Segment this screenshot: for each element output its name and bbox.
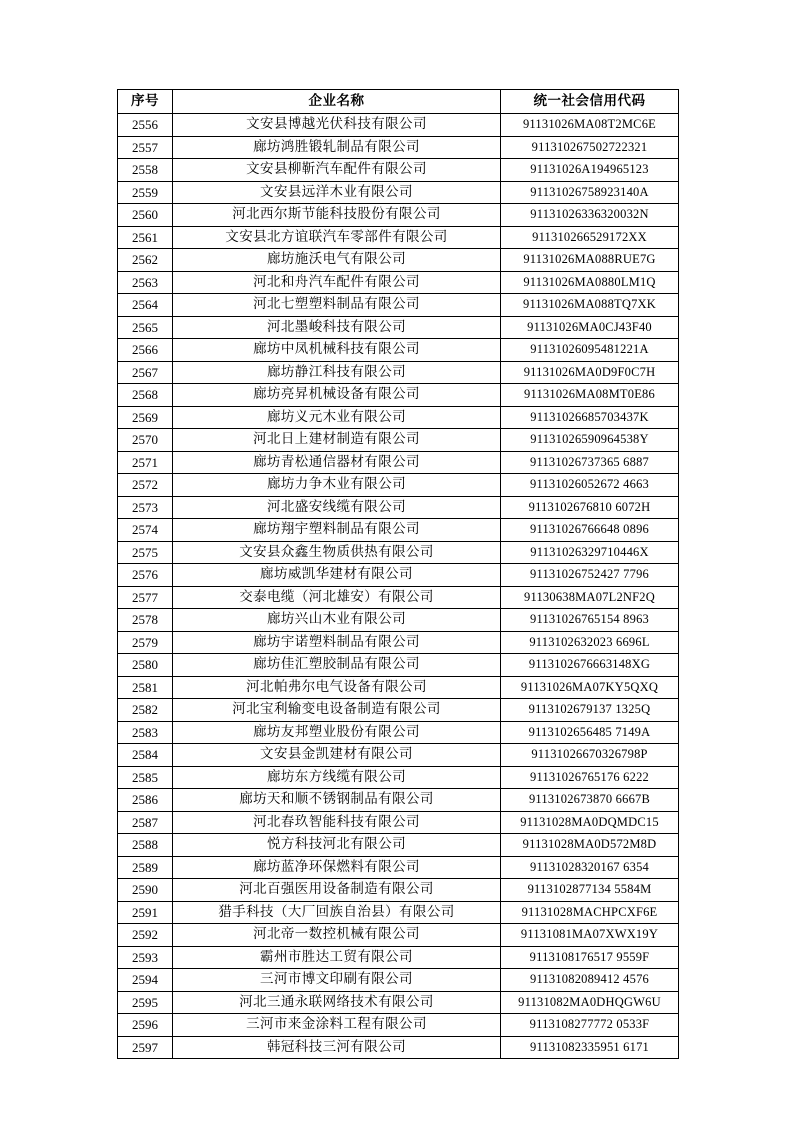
cell-sequence: 2596 xyxy=(118,1014,173,1037)
table-row xyxy=(118,789,679,812)
cell-credit-code: 91131026737365 6887 xyxy=(501,451,679,474)
cell-credit-code: 91131026336320032N xyxy=(501,204,679,227)
table-row xyxy=(118,226,679,249)
cell-credit-code: 9113108277772 0533F xyxy=(501,1014,679,1037)
registry-table-container xyxy=(117,89,678,1059)
cell-credit-code: 9113102673870 6667B xyxy=(501,789,679,812)
cell-company-name: 河北和舟汽车配件有限公司 xyxy=(173,271,501,294)
enterprise-registry-table xyxy=(117,89,679,1059)
cell-sequence: 2574 xyxy=(118,519,173,542)
cell-company-name: 廊坊威凯华建材有限公司 xyxy=(173,564,501,587)
cell-sequence: 2580 xyxy=(118,654,173,677)
cell-company-name: 廊坊亮昇机械设备有限公司 xyxy=(173,384,501,407)
cell-sequence: 2576 xyxy=(118,564,173,587)
cell-sequence: 2560 xyxy=(118,204,173,227)
table-row xyxy=(118,361,679,384)
cell-company-name: 三河市来金涂料工程有限公司 xyxy=(173,1014,501,1037)
cell-sequence: 2597 xyxy=(118,1036,173,1059)
cell-company-name: 河北日上建材制造有限公司 xyxy=(173,429,501,452)
cell-company-name: 廊坊佳汇塑胶制品有限公司 xyxy=(173,654,501,677)
table-row xyxy=(118,474,679,497)
cell-company-name: 河北三通永联网络技术有限公司 xyxy=(173,991,501,1014)
cell-sequence: 2583 xyxy=(118,721,173,744)
column-header-sequence: 序号 xyxy=(118,90,173,114)
cell-sequence: 2559 xyxy=(118,181,173,204)
cell-company-name: 文安县众鑫生物质供热有限公司 xyxy=(173,541,501,564)
table-row xyxy=(118,654,679,677)
cell-sequence: 2564 xyxy=(118,294,173,317)
cell-credit-code: 91131026MA0880LM1Q xyxy=(501,271,679,294)
cell-sequence: 2591 xyxy=(118,901,173,924)
cell-credit-code: 91131026MA08MT0E86 xyxy=(501,384,679,407)
table-row xyxy=(118,609,679,632)
cell-sequence: 2567 xyxy=(118,361,173,384)
table-row xyxy=(118,564,679,587)
cell-company-name: 河北西尔斯节能科技股份有限公司 xyxy=(173,204,501,227)
cell-credit-code: 91131026670326798P xyxy=(501,744,679,767)
table-row xyxy=(118,744,679,767)
cell-company-name: 河北七塑塑料制品有限公司 xyxy=(173,294,501,317)
cell-company-name: 河北盛安线缆有限公司 xyxy=(173,496,501,519)
cell-credit-code: 91131028MA0D572M8D xyxy=(501,834,679,857)
cell-sequence: 2581 xyxy=(118,676,173,699)
cell-company-name: 廊坊东方线缆有限公司 xyxy=(173,766,501,789)
cell-sequence: 2575 xyxy=(118,541,173,564)
cell-credit-code: 91130638MA07L2NF2Q xyxy=(501,586,679,609)
cell-sequence: 2556 xyxy=(118,114,173,137)
cell-credit-code: 91131026590964538Y xyxy=(501,429,679,452)
cell-credit-code: 911310267502722321 xyxy=(501,136,679,159)
table-row xyxy=(118,856,679,879)
table-row xyxy=(118,451,679,474)
cell-sequence: 2566 xyxy=(118,339,173,362)
cell-sequence: 2579 xyxy=(118,631,173,654)
cell-sequence: 2573 xyxy=(118,496,173,519)
cell-credit-code: 91131028MACHPCXF6E xyxy=(501,901,679,924)
cell-company-name: 文安县远洋木业有限公司 xyxy=(173,181,501,204)
cell-sequence: 2590 xyxy=(118,879,173,902)
cell-company-name: 文安县柳靳汽车配件有限公司 xyxy=(173,159,501,182)
table-row xyxy=(118,1014,679,1037)
cell-credit-code: 91131082089412 4576 xyxy=(501,969,679,992)
table-row xyxy=(118,811,679,834)
table-row xyxy=(118,541,679,564)
cell-sequence: 2585 xyxy=(118,766,173,789)
cell-sequence: 2565 xyxy=(118,316,173,339)
table-row xyxy=(118,519,679,542)
cell-company-name: 廊坊中凤机械科技有限公司 xyxy=(173,339,501,362)
cell-company-name: 廊坊友邦塑业股份有限公司 xyxy=(173,721,501,744)
cell-credit-code: 91131026765154 8963 xyxy=(501,609,679,632)
table-row xyxy=(118,969,679,992)
table-row xyxy=(118,384,679,407)
column-header-credit-code: 统一社会信用代码 xyxy=(501,90,679,114)
cell-sequence: 2588 xyxy=(118,834,173,857)
table-row xyxy=(118,159,679,182)
cell-company-name: 廊坊鸿胜锻轧制品有限公司 xyxy=(173,136,501,159)
cell-sequence: 2584 xyxy=(118,744,173,767)
cell-sequence: 2586 xyxy=(118,789,173,812)
table-row xyxy=(118,699,679,722)
cell-credit-code: 91131082335951 6171 xyxy=(501,1036,679,1059)
cell-credit-code: 91131026685703437K xyxy=(501,406,679,429)
cell-company-name: 廊坊青松通信器材有限公司 xyxy=(173,451,501,474)
cell-company-name: 文安县金凯建材有限公司 xyxy=(173,744,501,767)
cell-company-name: 廊坊蓝净环保燃料有限公司 xyxy=(173,856,501,879)
cell-sequence: 2562 xyxy=(118,249,173,272)
cell-sequence: 2594 xyxy=(118,969,173,992)
cell-company-name: 河北帕弗尔电气设备有限公司 xyxy=(173,676,501,699)
cell-credit-code: 9113102679137 1325Q xyxy=(501,699,679,722)
table-row xyxy=(118,136,679,159)
table-row xyxy=(118,271,679,294)
cell-sequence: 2593 xyxy=(118,946,173,969)
table-row xyxy=(118,181,679,204)
cell-company-name: 河北百强医用设备制造有限公司 xyxy=(173,879,501,902)
cell-company-name: 廊坊施沃电气有限公司 xyxy=(173,249,501,272)
cell-credit-code: 91131026MA0CJ43F40 xyxy=(501,316,679,339)
table-row xyxy=(118,901,679,924)
table-header xyxy=(118,90,679,114)
table-row xyxy=(118,586,679,609)
cell-sequence: 2557 xyxy=(118,136,173,159)
cell-credit-code: 91131026095481221A xyxy=(501,339,679,362)
cell-credit-code: 91131028320167 6354 xyxy=(501,856,679,879)
cell-credit-code: 91131026MA088RUE7G xyxy=(501,249,679,272)
cell-credit-code: 91131082MA0DHQGW6U xyxy=(501,991,679,1014)
cell-credit-code: 9113108176517 9559F xyxy=(501,946,679,969)
cell-credit-code: 9113102632023 6696L xyxy=(501,631,679,654)
cell-sequence: 2587 xyxy=(118,811,173,834)
cell-sequence: 2571 xyxy=(118,451,173,474)
cell-sequence: 2561 xyxy=(118,226,173,249)
cell-company-name: 廊坊兴山木业有限公司 xyxy=(173,609,501,632)
table-row xyxy=(118,924,679,947)
table-body xyxy=(118,114,679,1059)
cell-company-name: 文安县博越光伏科技有限公司 xyxy=(173,114,501,137)
cell-company-name: 韩冠科技三河有限公司 xyxy=(173,1036,501,1059)
cell-company-name: 猎手科技（大厂回族自治县）有限公司 xyxy=(173,901,501,924)
column-header-company-name: 企业名称 xyxy=(173,90,501,114)
table-row xyxy=(118,406,679,429)
cell-company-name: 廊坊静江科技有限公司 xyxy=(173,361,501,384)
table-row xyxy=(118,339,679,362)
cell-credit-code: 91131026329710446X xyxy=(501,541,679,564)
table-header-row xyxy=(118,90,679,114)
cell-credit-code: 91131026765176 6222 xyxy=(501,766,679,789)
table-row xyxy=(118,766,679,789)
cell-company-name: 河北墨峻科技有限公司 xyxy=(173,316,501,339)
table-row xyxy=(118,429,679,452)
cell-company-name: 悦方科技河北有限公司 xyxy=(173,834,501,857)
cell-credit-code: 91131026052672 4663 xyxy=(501,474,679,497)
cell-credit-code: 91131026MA08T2MC6E xyxy=(501,114,679,137)
cell-credit-code: 91131026MA0D9F0C7H xyxy=(501,361,679,384)
table-row xyxy=(118,631,679,654)
cell-sequence: 2577 xyxy=(118,586,173,609)
cell-company-name: 三河市博文印刷有限公司 xyxy=(173,969,501,992)
cell-company-name: 霸州市胜达工贸有限公司 xyxy=(173,946,501,969)
cell-company-name: 河北宝利输变电设备制造有限公司 xyxy=(173,699,501,722)
cell-sequence: 2592 xyxy=(118,924,173,947)
cell-company-name: 廊坊天和顺不锈钢制品有限公司 xyxy=(173,789,501,812)
cell-credit-code: 91131026MA07KY5QXQ xyxy=(501,676,679,699)
cell-credit-code: 9113102877134 5584M xyxy=(501,879,679,902)
cell-sequence: 2558 xyxy=(118,159,173,182)
table-row xyxy=(118,114,679,137)
table-row xyxy=(118,496,679,519)
table-row xyxy=(118,294,679,317)
cell-company-name: 廊坊力争木业有限公司 xyxy=(173,474,501,497)
table-row xyxy=(118,879,679,902)
table-row xyxy=(118,946,679,969)
table-row xyxy=(118,316,679,339)
cell-sequence: 2563 xyxy=(118,271,173,294)
table-row xyxy=(118,204,679,227)
cell-credit-code: 9113102656485 7149A xyxy=(501,721,679,744)
cell-credit-code: 91131026752427 7796 xyxy=(501,564,679,587)
table-row xyxy=(118,1036,679,1059)
cell-sequence: 2572 xyxy=(118,474,173,497)
cell-sequence: 2595 xyxy=(118,991,173,1014)
table-row xyxy=(118,676,679,699)
table-row xyxy=(118,834,679,857)
cell-credit-code: 91131026758923140A xyxy=(501,181,679,204)
cell-company-name: 交泰电缆（河北雄安）有限公司 xyxy=(173,586,501,609)
cell-company-name: 廊坊义元木业有限公司 xyxy=(173,406,501,429)
table-row xyxy=(118,991,679,1014)
cell-credit-code: 91131026A194965123 xyxy=(501,159,679,182)
cell-credit-code: 91131026MA088TQ7XK xyxy=(501,294,679,317)
cell-sequence: 2589 xyxy=(118,856,173,879)
cell-sequence: 2569 xyxy=(118,406,173,429)
table-row xyxy=(118,721,679,744)
cell-credit-code: 9113102676663148XG xyxy=(501,654,679,677)
cell-credit-code: 9113102676810 6072H xyxy=(501,496,679,519)
cell-credit-code: 91131026766648 0896 xyxy=(501,519,679,542)
cell-company-name: 文安县北方谊联汽车零部件有限公司 xyxy=(173,226,501,249)
cell-credit-code: 91131028MA0DQMDC15 xyxy=(501,811,679,834)
table-row xyxy=(118,249,679,272)
cell-credit-code: 911310266529172XX xyxy=(501,226,679,249)
cell-sequence: 2568 xyxy=(118,384,173,407)
cell-company-name: 河北春玖智能科技有限公司 xyxy=(173,811,501,834)
cell-company-name: 廊坊宇诺塑料制品有限公司 xyxy=(173,631,501,654)
cell-sequence: 2578 xyxy=(118,609,173,632)
cell-company-name: 廊坊翔宇塑料制品有限公司 xyxy=(173,519,501,542)
cell-sequence: 2582 xyxy=(118,699,173,722)
cell-company-name: 河北帝一数控机械有限公司 xyxy=(173,924,501,947)
cell-credit-code: 91131081MA07XWX19Y xyxy=(501,924,679,947)
cell-sequence: 2570 xyxy=(118,429,173,452)
